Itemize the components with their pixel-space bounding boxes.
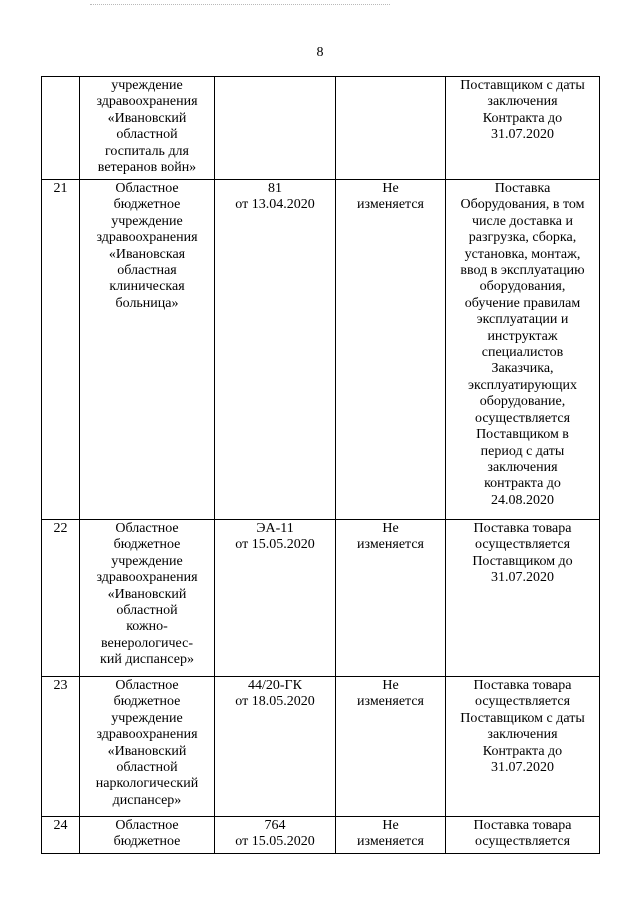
contract-cell — [215, 77, 336, 180]
contract-cell: ЭА-11 от 15.05.2020 — [215, 520, 336, 677]
customer-cell: Областное бюджетное — [80, 817, 215, 854]
table-row — [42, 677, 600, 817]
change-status-cell: Не изменяется — [336, 677, 446, 817]
row-number-cell — [42, 77, 80, 180]
delivery-terms-cell: Поставщиком с даты заключения Контракта до 31.07.2020 — [446, 77, 600, 180]
delivery-terms-cell: Поставка товара осуществляется — [446, 817, 600, 854]
row-number-cell: 22 — [42, 520, 80, 677]
page-number: 8 — [316, 45, 324, 60]
change-status-cell — [336, 77, 446, 180]
table-row — [42, 180, 600, 520]
row-number-cell: 24 — [42, 817, 80, 854]
table-row — [42, 520, 600, 677]
delivery-terms-cell: Поставка товара осуществляется Поставщиком до 31.07.2020 — [446, 520, 600, 677]
table-row — [42, 77, 600, 180]
contract-cell: 764 от 15.05.2020 — [215, 817, 336, 854]
contract-cell: 44/20-ГК от 18.05.2020 — [215, 677, 336, 817]
change-status-cell: Не изменяется — [336, 520, 446, 677]
change-status-cell: Не изменяется — [336, 180, 446, 520]
row-number-cell: 23 — [42, 677, 80, 817]
table-row — [42, 817, 600, 854]
customer-cell: Областное бюджетное учреждение здравоохранения «Ивановский областной наркологический диспансер» — [80, 677, 215, 817]
delivery-terms-cell: Поставка товара осуществляется Поставщиком с даты заключения Контракта до 31.07.2020 — [446, 677, 600, 817]
row-number-cell: 21 — [42, 180, 80, 520]
scan-artifact-line — [90, 4, 390, 8]
contracts-table — [41, 76, 600, 854]
customer-cell: учреждение здравоохранения «Ивановский областной госпиталь для ветеранов войн» — [80, 77, 215, 180]
customer-cell: Областное бюджетное учреждение здравоохранения «Ивановская областная клиническая больница» — [80, 180, 215, 520]
customer-cell: Областное бюджетное учреждение здравоохранения «Ивановский областной кожно- венерологичес- кий диспансер» — [80, 520, 215, 677]
change-status-cell: Не изменяется — [336, 817, 446, 854]
delivery-terms-cell: Поставка Оборудования, в том числе доставка и разгрузка, сборка, установка, монтаж, ввод в эксплуатацию оборудования, обучение правилам эксплуатации и инструктаж специалистов Заказчика, эксплуатирующих оборудование, осуществляется Поставщиком в период с даты заключения контракта до 24.08.2020 — [446, 180, 600, 520]
contract-cell: 81 от 13.04.2020 — [215, 180, 336, 520]
